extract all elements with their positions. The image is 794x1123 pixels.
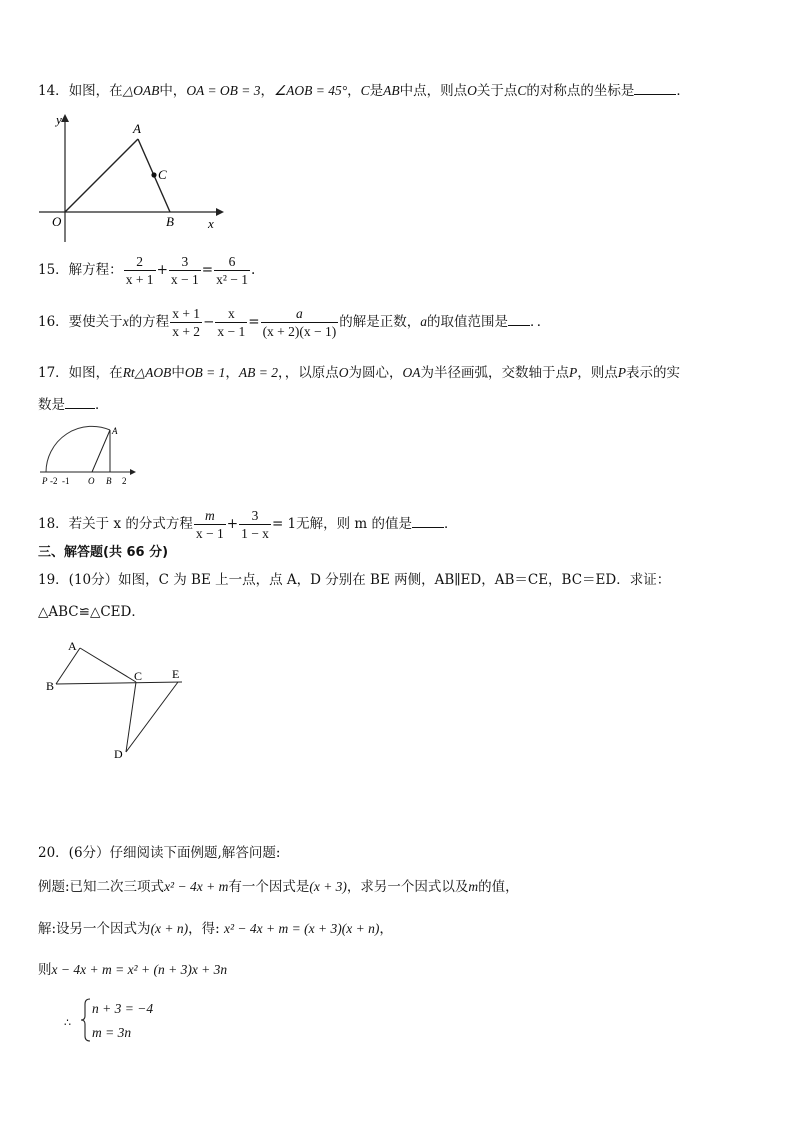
question-16-text: 16．要使关于x的方程 $\frac{x + 1}{x + 2}$ − $\frac{x}{x - 1}$ = $\frac{a}{(x + 2)(x - 1)}$ 的解是正数，a的取值范围是 ．． xyxy=(38,306,551,339)
fig14-label-B: B xyxy=(166,214,174,229)
fraction: $\frac{3}{x - 1}$ xyxy=(170,254,199,287)
fraction: $\frac{6}{\text{x² − 1}}$ xyxy=(216,254,248,287)
fig17-label-O: O xyxy=(88,476,95,486)
fig17-label-2: 2 xyxy=(122,476,127,486)
fig17-label-B: B xyxy=(106,476,112,486)
fraction: $\frac{2}{x + 1}$ xyxy=(125,254,154,287)
answer-blank xyxy=(412,515,444,528)
fraction: $\frac{x + 1}{x + 2}$ xyxy=(172,306,201,339)
question-17-line1: 17．如图，在Rt△AOB中OB = 1，AB = 2，，以原点O为圆心，OA为半径画弧，交数轴于点P，则点P表示的实 xyxy=(38,365,681,381)
fig14-label-A: A xyxy=(133,121,141,136)
fig19-label-A: A xyxy=(68,639,77,653)
question-20-line3: 解:设另一个因式为(x + n)，得: x² − 4x + m = (x + 3)(x + n)， xyxy=(38,921,393,937)
q14-figure xyxy=(34,112,224,247)
fig19-label-E: E xyxy=(172,667,180,681)
fig19-label-C: C xyxy=(134,669,143,683)
fig17-label-minus2: -2 xyxy=(50,476,58,486)
q17-figure xyxy=(38,424,142,488)
fraction: $\frac{m}{x - 1}$ xyxy=(195,508,224,541)
system-brace xyxy=(80,998,92,1042)
question-19-line2: △ABC≌△CED． xyxy=(38,604,145,620)
fraction: $\frac{a}{(x + 2)(x - 1)}$ xyxy=(262,306,337,339)
question-20-line2: 例题:已知二次三项式x² − 4x + m有一个因式是(x + 3)，求另一个因式以及m的值， xyxy=(38,879,519,895)
question-19-line1: 19．(10分）如图，C 为 BE 上一点，点 A，D 分别在 BE 两侧，AB∥ED，AB＝CE，BC＝ED．求证： xyxy=(38,572,671,588)
q19-figure xyxy=(42,636,192,764)
fig17-label-minus1: -1 xyxy=(62,476,70,486)
fraction: $\frac{x}{x - 1}$ xyxy=(217,306,246,339)
fig19-label-B: B xyxy=(46,679,55,693)
question-20-line1: 20．(6分）仔细阅读下面例题,解答问题: xyxy=(38,845,281,861)
answer-blank xyxy=(65,396,95,409)
section-heading: 三、解答题(共 66 分) xyxy=(38,545,169,560)
fig17-label-A: A xyxy=(112,426,118,436)
question-15-text: 15．解方程： $\frac{2}{x + 1}$ + $\frac{3}{x - 1}$ = $\frac{6}{\text{x² − 1}}$ . xyxy=(38,254,256,287)
answer-blank xyxy=(634,82,676,95)
fig14-label-x: x xyxy=(208,216,214,231)
question-20-line4: 则x − 4x + m = x² + (n + 3)x + 3n xyxy=(38,962,228,978)
answer-blank xyxy=(508,313,530,326)
fig17-label-P: P xyxy=(42,476,48,486)
question-17-line2: 数是 ． xyxy=(38,397,109,413)
system-equation-1: n + 3 = −4 xyxy=(92,1001,154,1016)
question-18-text: 18．若关于 x 的分式方程 $\frac{m}{x - 1}$ + $\frac{3}{1 - x}$ = 1无解，则 m 的值是 ． xyxy=(38,508,458,541)
system-equation-2: m = 3n xyxy=(92,1025,132,1040)
fig14-label-y: y xyxy=(56,112,62,127)
fig19-label-D: D xyxy=(114,747,123,761)
question-14-text: 14．如图，在△OAB中，OA = OB = 3，∠AOB = 45°，C是AB中点，则点O关于点C的对称点的坐标是 ． xyxy=(38,83,690,99)
fig14-label-C: C xyxy=(158,167,167,182)
therefore-symbol: ∴ xyxy=(64,1016,71,1029)
fraction: $\frac{3}{1 - x}$ xyxy=(241,508,269,541)
fig14-label-O: O xyxy=(52,214,62,229)
